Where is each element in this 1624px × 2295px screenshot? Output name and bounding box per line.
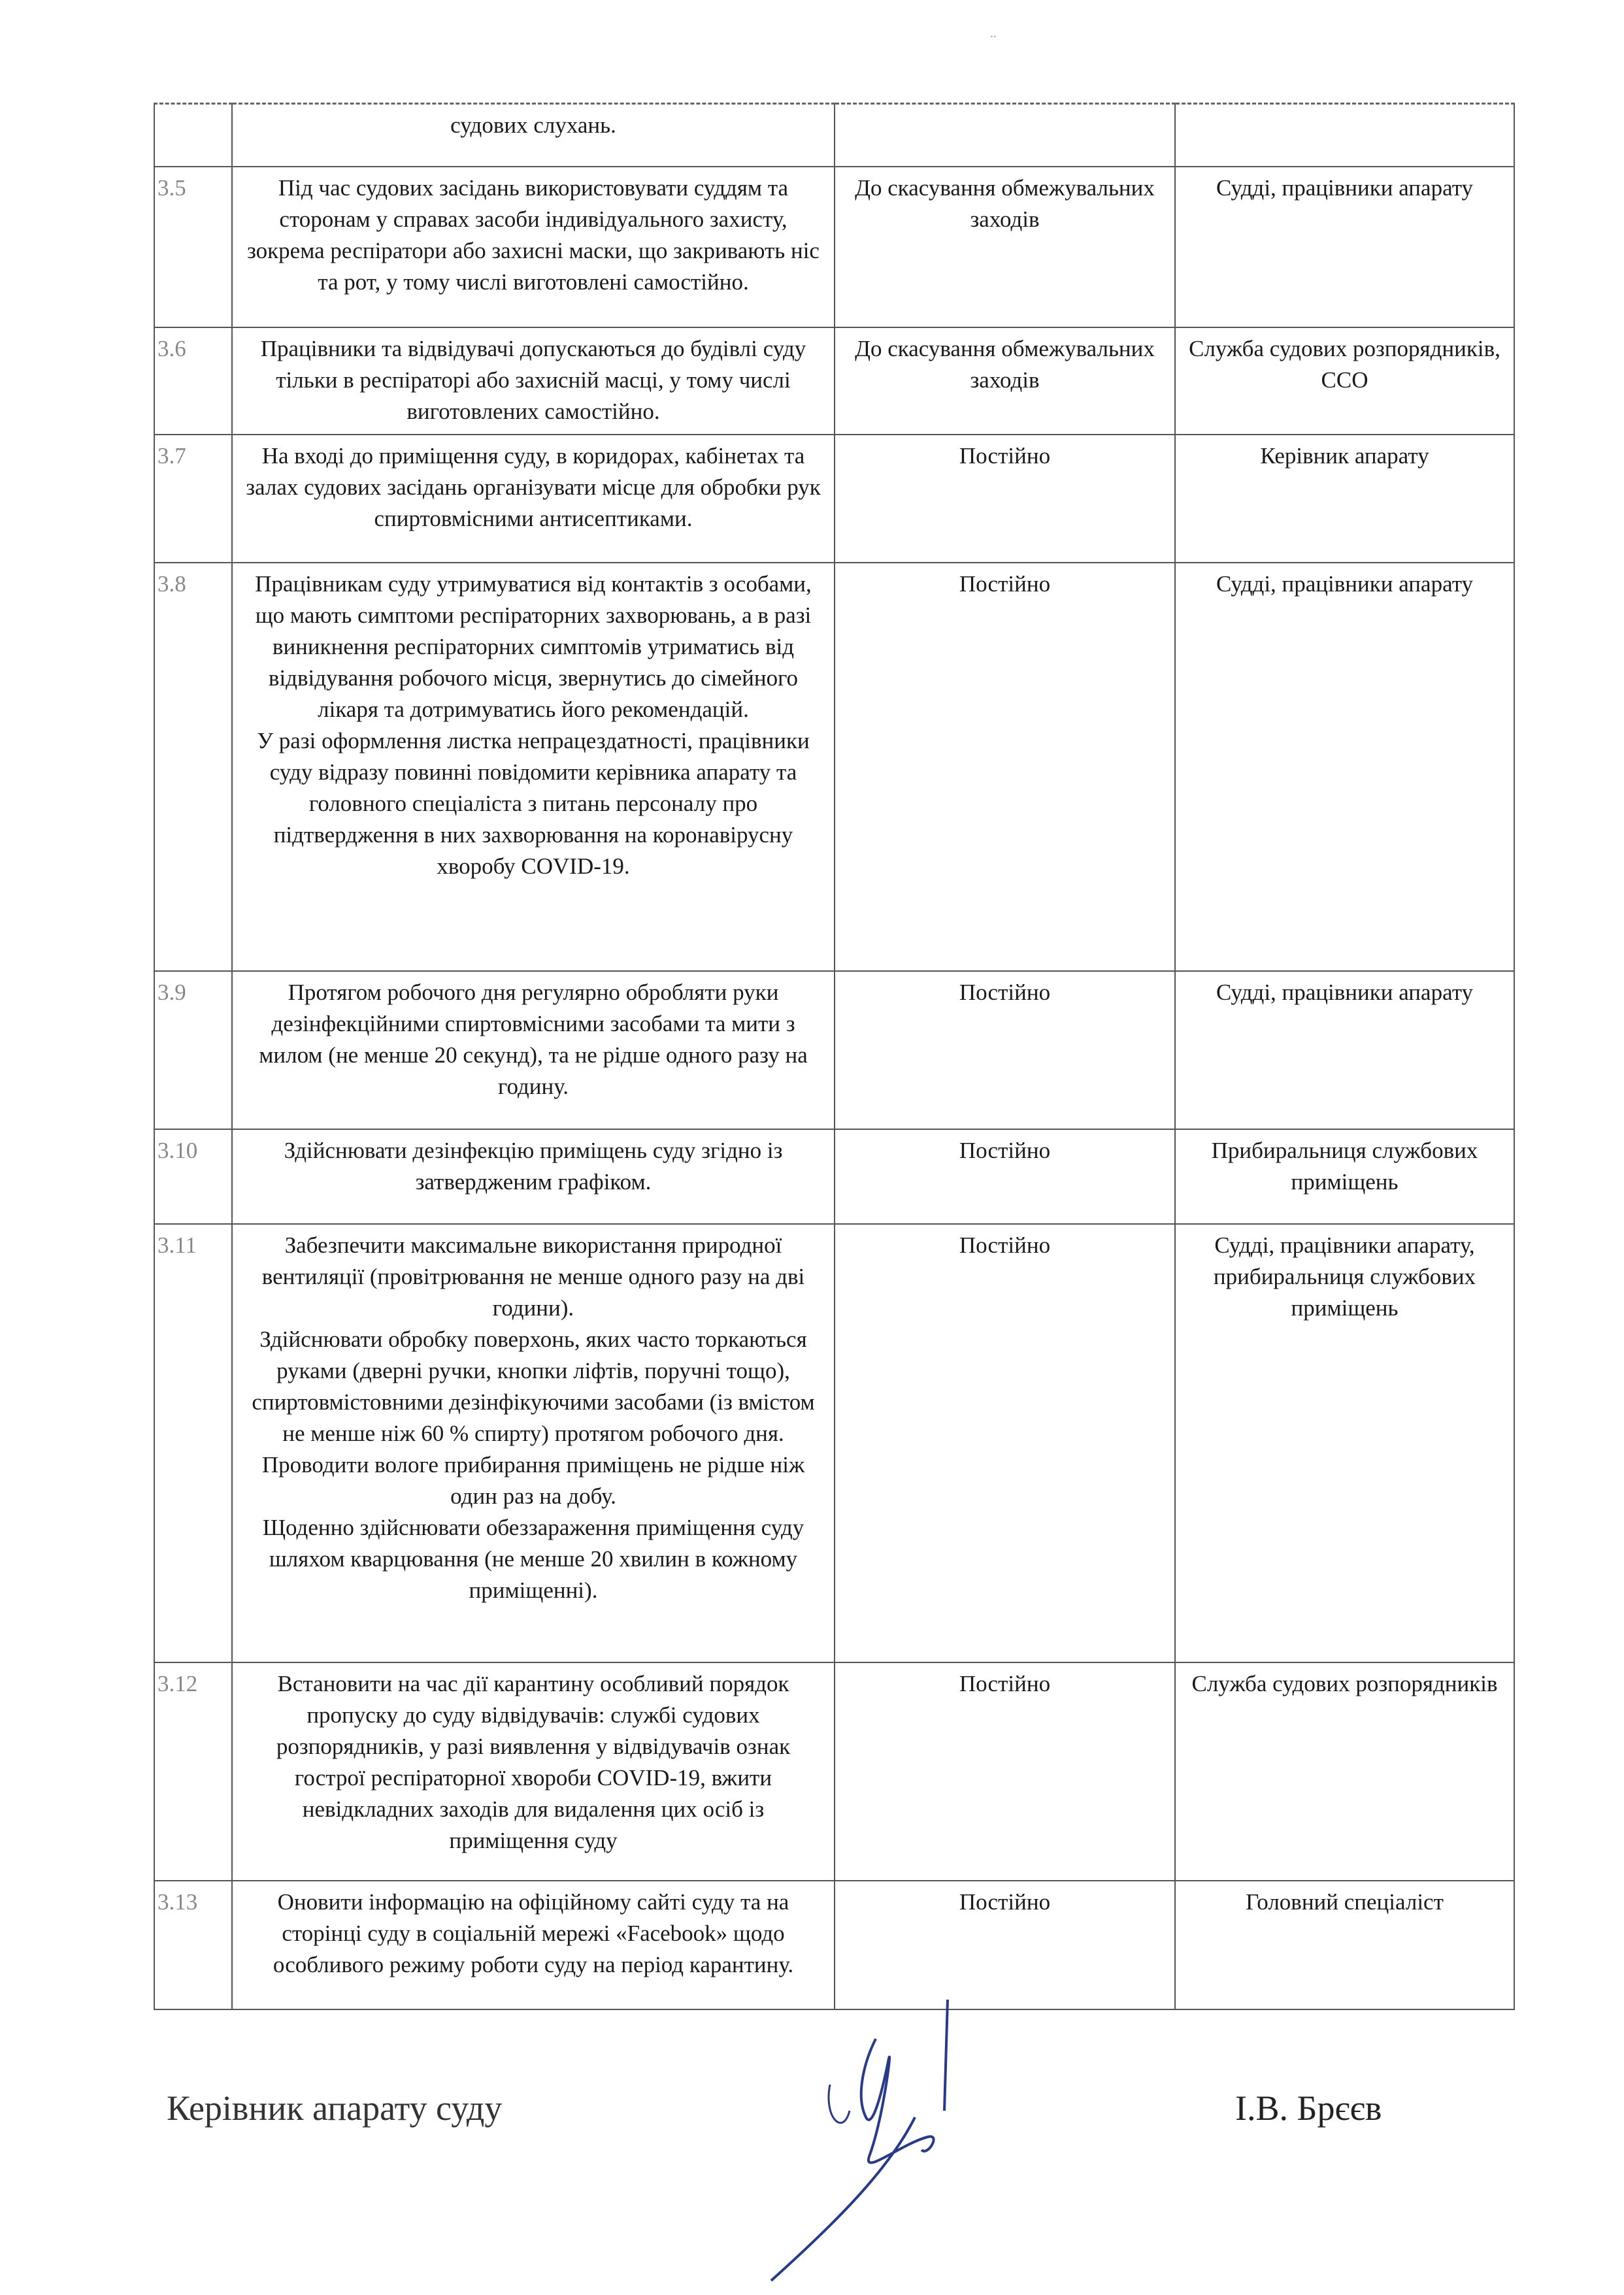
responsible: Служба судових розпорядників <box>1175 1662 1514 1881</box>
responsible: Служба судових розпорядників, ССО <box>1175 327 1514 435</box>
signatory-title: Керівник апарату суду <box>167 2089 503 2128</box>
row-number: 3.13 <box>154 1881 232 2009</box>
row-number: 3.10 <box>154 1129 232 1224</box>
measure-description: Забезпечити максимальне використання природної вентиляції (провітрювання не менше одного разу на дві години). Здійснювати обробку поверхонь, яких часто торкаються руками (дверні ручки, кнопки ліфтів, поручні тощо), спиртовмістовними дезінфікуючими засобами (із вмістом не менше ніж 60 % спирту) протягом робочого дня. Проводити вологе прибирання приміщень не рідше ніж один раз на добу. Щоденно здійснювати обеззараження приміщення суду шляхом кварцювання (не менше 20 хвилин в кожному приміщенні). <box>232 1224 835 1662</box>
table-row <box>154 971 1514 1129</box>
deadline: Постійно <box>835 1662 1175 1881</box>
table-row <box>154 1129 1514 1224</box>
measure-description: Під час судових засідань використовувати суддям та сторонам у справах засоби індивідуального захисту, зокрема респіратори або захисні маски, що закривають ніс та рот, у тому числі виготовлені самостійно. <box>232 167 835 327</box>
row-number: 3.8 <box>154 563 232 971</box>
signatory-name: І.В. Брєєв <box>1235 2089 1382 2128</box>
measure-description: Оновити інформацію на офіційному сайті суду та на сторінці суду в соціальній мережі «Facebook» щодо особливого режиму роботи суду на період карантину. <box>232 1881 835 2009</box>
table-row <box>154 563 1514 971</box>
responsible: Керівник апарату <box>1175 435 1514 563</box>
deadline: Постійно <box>835 971 1175 1129</box>
deadline: Постійно <box>835 1129 1175 1224</box>
table-row <box>154 1224 1514 1662</box>
responsible: Судді, працівники апарату <box>1175 563 1514 971</box>
row-number <box>154 104 232 167</box>
responsible: Судді, працівники апарату <box>1175 167 1514 327</box>
responsible: Судді, працівники апарату, прибиральниця службових приміщень <box>1175 1224 1514 1662</box>
measure-description: Встановити на час дії карантину особливий порядок пропуску до суду відвідувачів: службі судових розпорядників, у разі виявлення у відвідувачів ознак гострої респіраторної хвороби COVID-19, вжити невідкладних заходів для видалення цих осіб із приміщення суду <box>232 1662 835 1881</box>
row-number: 3.11 <box>154 1224 232 1662</box>
deadline: Постійно <box>835 1224 1175 1662</box>
measure-description: Працівники та відвідувачі допускаються до будівлі суду тільки в респіраторі або захисній масці, у тому числі виготовлених самостійно. <box>232 327 835 435</box>
table-row <box>154 435 1514 563</box>
deadline: Постійно <box>835 435 1175 563</box>
responsible: Судді, працівники апарату <box>1175 971 1514 1129</box>
measure-description: Працівникам суду утримуватися від контактів з особами, що мають симптоми респіраторних захворювань, а в разі виникнення респіраторних симптомів утриматись від відвідування робочого місця, звернутись до сімейного лікаря та дотримуватись його рекомендацій. У разі оформлення листка непрацездатності, працівники суду відразу повинні повідомити керівника апарату та головного спеціаліста з питань персоналу про підтвердження в них захворювання на коронавірусну хворобу COVID-19. <box>232 563 835 971</box>
row-number: 3.6 <box>154 327 232 435</box>
deadline <box>835 104 1175 167</box>
deadline: Постійно <box>835 1881 1175 2009</box>
row-number: 3.5 <box>154 167 232 327</box>
table-row <box>154 1662 1514 1881</box>
measures-table <box>154 103 1515 2010</box>
table-row <box>154 327 1514 435</box>
deadline: До скасування обмежувальних заходів <box>835 167 1175 327</box>
measure-description: судових слухань. <box>232 104 835 167</box>
responsible: Головний спеціаліст <box>1175 1881 1514 2009</box>
deadline: До скасування обмежувальних заходів <box>835 327 1175 435</box>
row-number: 3.7 <box>154 435 232 563</box>
responsible <box>1175 104 1514 167</box>
scan-artifact: .. <box>990 26 997 41</box>
deadline: Постійно <box>835 563 1175 971</box>
row-number: 3.12 <box>154 1662 232 1881</box>
measure-description: Здійснювати дезінфекцію приміщень суду згідно із затвердженим графіком. <box>232 1129 835 1224</box>
table-row <box>154 104 1514 167</box>
table-row <box>154 167 1514 327</box>
responsible: Прибиральниця службових приміщень <box>1175 1129 1514 1224</box>
row-number: 3.9 <box>154 971 232 1129</box>
handwritten-signature <box>732 1987 1033 2287</box>
measure-description: На вході до приміщення суду, в коридорах, кабінетах та залах судових засідань організувати місце для обробки рук спиртовмісними антисептиками. <box>232 435 835 563</box>
measure-description: Протягом робочого дня регулярно обробляти руки дезінфекційними спиртовмісними засобами та мити з милом (не менше 20 секунд), та не рідше одного разу на годину. <box>232 971 835 1129</box>
